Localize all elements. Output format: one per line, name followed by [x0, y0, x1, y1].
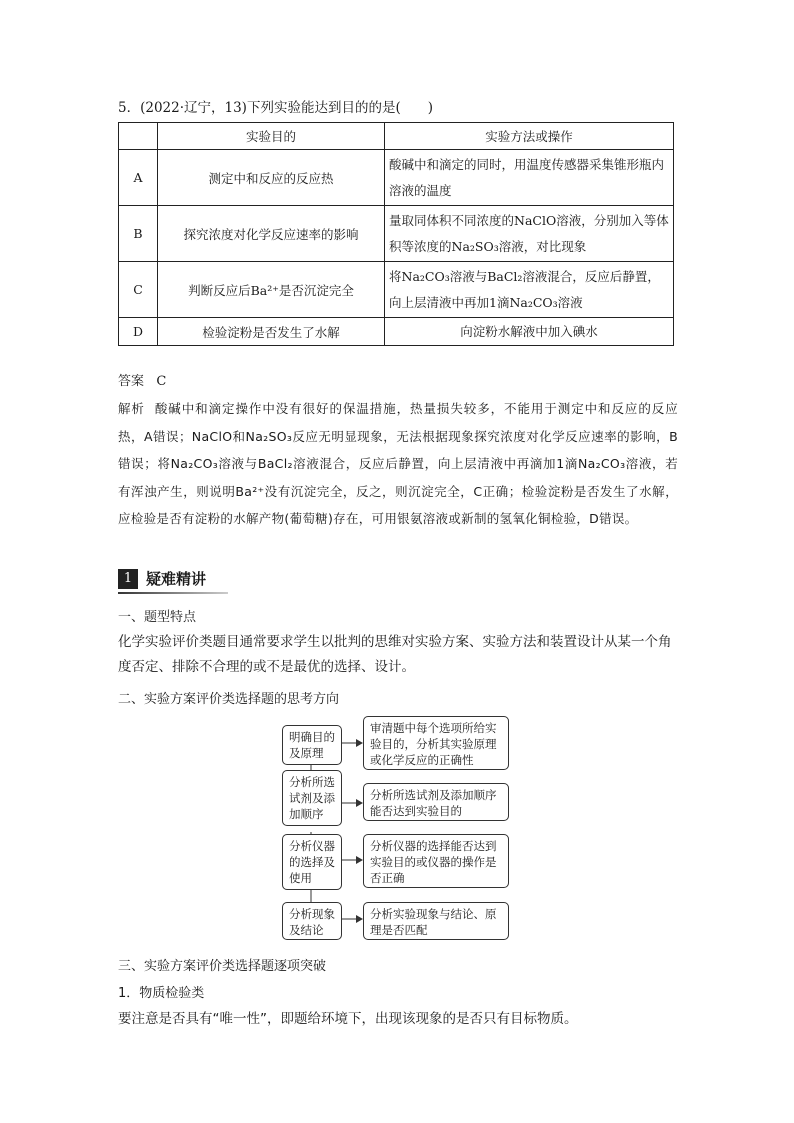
row-goal: 探究浓度对化学反应速率的影响 — [158, 206, 385, 262]
row-goal: 检验淀粉是否发生了水解 — [158, 318, 385, 346]
part3-subheading: 1．物质检验类 — [118, 986, 205, 1001]
answer-label: 答案 — [118, 374, 145, 389]
table-row — [119, 150, 674, 206]
row-method: 将Na₂CO₃溶液与BaCl₂溶液混合，反应后静置，向上层清液中再加1滴Na₂CO₃溶液 — [385, 262, 674, 318]
row-goal: 判断反应后Ba²⁺是否沉淀完全 — [158, 262, 385, 318]
section-header — [118, 567, 228, 591]
flow-step-left: 分析现象及结论 — [282, 902, 342, 940]
flow-step-left: 分析所选试剂及添加顺序 — [282, 770, 342, 826]
table-row — [119, 262, 674, 318]
section-number-icon: 1 — [118, 569, 138, 589]
flow-step-right: 分析所选试剂及添加顺序能否达到实验目的 — [363, 783, 509, 821]
row-method: 酸碱中和滴定的同时，用温度传感器采集锥形瓶内溶液的温度 — [385, 150, 674, 206]
header-option — [119, 123, 158, 150]
flow-step-right: 审清题中每个选项所给实验目的，分析其实验原理或化学反应的正确性 — [363, 716, 509, 770]
analysis-text: 酸碱中和滴定操作中没有很好的保温措施，热量损失较多，不能用于测定中和反应的反应热，A错误；NaClO和Na₂SO₃反应无明显现象，无法根据现象探究浓度对化学反应速率的影响，B错误；将Na₂CO₃溶液与BaCl₂溶液混合，反应后静置，向上层清液中再滴加1滴Na₂CO₃溶液，若有浑浊产生，则说明Ba²⁺没有沉淀完全，反之，则沉淀完全，C正确；检验淀粉是否发生了水解，应检验是否有淀粉的水解产物(葡萄糖)存在，可用银氨溶液或新制的氢氧化铜检验，D错误。 — [118, 401, 679, 526]
section-title: 疑难精讲 — [146, 570, 207, 588]
part1-heading: 一、题型特点 — [118, 610, 197, 625]
part3-heading: 三、实验方案评价类选择题逐项突破 — [118, 959, 327, 974]
analysis-label: 解析 — [118, 401, 145, 416]
question-title: 5．(2022·辽宁，13)下列实验能达到目的的是( ) — [118, 100, 433, 116]
flow-step-right: 分析实验现象与结论、原理是否匹配 — [363, 902, 509, 940]
table-row — [119, 206, 674, 262]
table-header-row — [119, 123, 674, 150]
row-option: D — [119, 318, 158, 346]
table-row — [119, 318, 674, 346]
experiment-table — [118, 122, 674, 346]
analysis — [118, 395, 678, 533]
flow-step-left: 明确目的及原理 — [282, 725, 342, 765]
flow-step-right: 分析仪器的选择能否达到实验目的或仪器的操作是否正确 — [363, 834, 509, 888]
row-method: 量取同体积不同浓度的NaClO溶液，分别加入等体积等浓度的Na₂SO₃溶液，对比现象 — [385, 206, 674, 262]
part2-heading: 二、实验方案评价类选择题的思考方向 — [118, 692, 340, 707]
answer-value: C — [156, 374, 167, 389]
part3-text: 要注意是否具有“唯一性”，即题给环境下，出现该现象的是否只有目标物质。 — [118, 1011, 578, 1027]
row-option: B — [119, 206, 158, 262]
flow-step-left: 分析仪器的选择及使用 — [282, 834, 342, 890]
row-option: C — [119, 262, 158, 318]
row-option: A — [119, 150, 158, 206]
answer — [118, 370, 166, 389]
header-method: 实验方法或操作 — [385, 123, 674, 150]
row-goal: 测定中和反应的反应热 — [158, 150, 385, 206]
part1-text: 化学实验评价类题目通常要求学生以批判的思维对实验方案、实验方法和装置设计从某一个角度否定、排除不合理的或不是最优的选择、设计。 — [118, 634, 672, 675]
section-underline — [118, 592, 228, 594]
row-method: 向淀粉水解液中加入碘水 — [385, 318, 674, 346]
header-goal: 实验目的 — [158, 123, 385, 150]
